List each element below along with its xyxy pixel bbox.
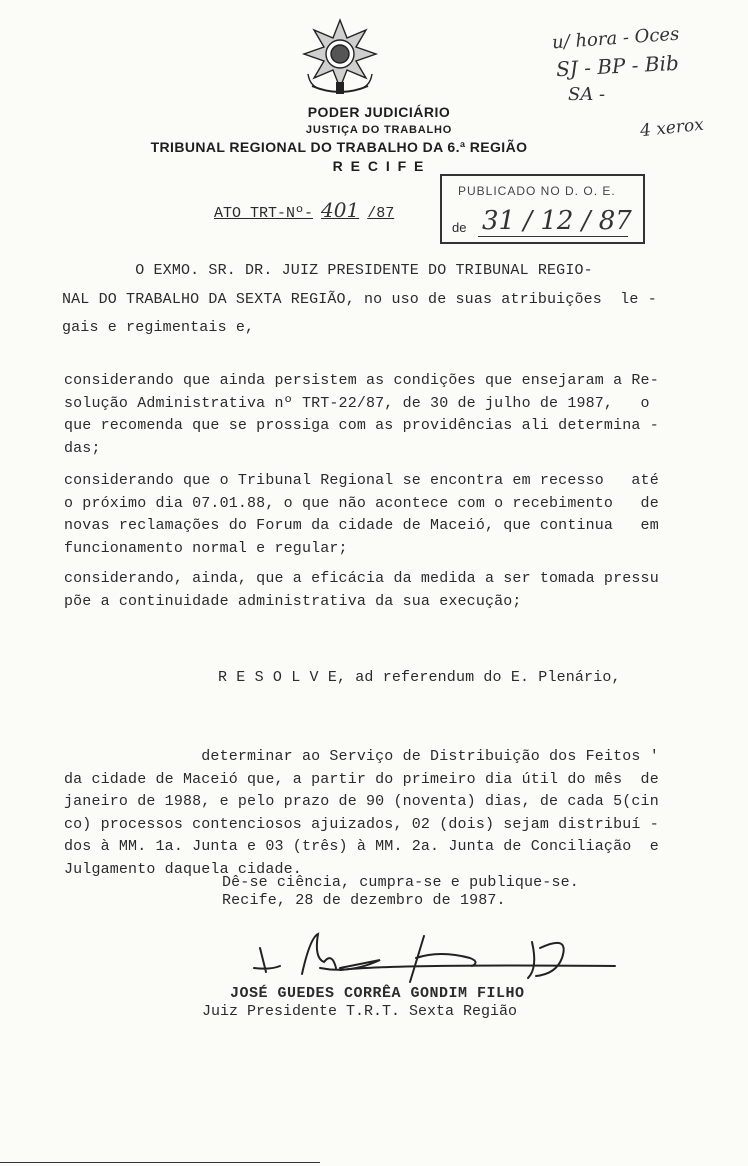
text-line: da cidade de Maceió que, a partir do primeiro dia útil do mês de [64, 770, 659, 788]
handwritten-annotation-2: SJ - BP - Bib [555, 50, 680, 82]
text-line: co) processos contenciosos ajuizados, 02 (dois) sejam distribuí - [64, 815, 659, 833]
considering-paragraph-1 [64, 370, 659, 460]
signer-title: Juiz Presidente T.R.T. Sexta Região [202, 1003, 518, 1020]
place-date-line: Recife, 28 de dezembro de 1987. [222, 892, 506, 909]
header-city: R E C I F E [332, 158, 426, 174]
text-line: Julgamento daquela cidade. [64, 860, 302, 878]
text-line: janeiro de 1988, e pelo prazo de 90 (noventa) dias, de cada 5(cin [64, 793, 659, 810]
coat-of-arms-emblem [300, 16, 380, 98]
text-line: o próximo dia 07.01.88, o que não acontece com o recebimento de [64, 494, 659, 512]
act-year: /87 [367, 205, 395, 222]
stamp-de: de [452, 220, 467, 235]
handwritten-signature [240, 928, 620, 986]
signer-name: JOSÉ GUEDES CORRÊA GONDIM FILHO [230, 985, 525, 1002]
act-number-line [214, 198, 394, 222]
text-line: considerando que ainda persistem as condições que ensejaram a Re- [64, 372, 659, 389]
considering-paragraph-3 [64, 568, 659, 613]
considering-paragraph-2 [64, 470, 659, 560]
stamp-underline [478, 236, 628, 237]
publication-stamp [440, 174, 645, 244]
text-line: dos à MM. 1a. Junta e 03 (três) à MM. 2a. Junta de Conciliação e [64, 838, 659, 855]
text-line: determinar ao Serviço de Distribuição dos Feitos ' [64, 748, 659, 765]
text-line: que recomenda que se prossiga com as providências ali determina - [64, 417, 659, 434]
text-line: novas reclamações do Forum da cidade de Maceió, que continua em [64, 517, 659, 534]
stamp-label: PUBLICADO NO D. O. E. [458, 184, 616, 198]
text-line: das; [64, 439, 101, 457]
handwritten-annotation-4: 4 xerox [639, 114, 705, 142]
act-prefix: ATO TRT-Nº- [214, 205, 314, 222]
header-authority: PODER JUDICIÁRIO [307, 104, 451, 120]
act-number: 401 [321, 198, 360, 222]
header-justice: JUSTIÇA DO TRABALHO [305, 124, 453, 136]
stamp-date: 31 / 12 / 87 [482, 206, 632, 236]
text-line: considerando que o Tribunal Regional se encontra em recesso até [64, 472, 659, 489]
text-line: põe a continuidade administrativa da sua execução; [64, 592, 522, 610]
intro-paragraph [62, 260, 657, 340]
handwritten-annotation-3: SA - [568, 84, 606, 105]
text-line: O EXMO. SR. DR. JUIZ PRESIDENTE DO TRIBUNAL REGIO- [62, 262, 593, 279]
handwritten-annotation-1: u/ hora - Oces [551, 23, 680, 54]
text-line: gais e regimentais e, [62, 319, 255, 336]
footer-rule [0, 1162, 320, 1163]
text-line: solução Administrativa nº TRT-22/87, de 30 de julho de 1987, o [64, 394, 650, 412]
text-line: considerando, ainda, que a eficácia da medida a ser tomada pressu [64, 570, 659, 587]
header-tribunal: TRIBUNAL REGIONAL DO TRABALHO DA 6.ª REGIÃO [150, 139, 528, 155]
text-line: funcionamento normal e regular; [64, 539, 348, 557]
closing-line: Dê-se ciência, cumpra-se e publique-se. [222, 874, 579, 891]
determination-paragraph [64, 746, 659, 881]
resolve-line: R E S O L V E, ad referendum do E. Plenário, [218, 669, 621, 686]
text-line: NAL DO TRABALHO DA SEXTA REGIÃO, no uso de suas atribuições le - [62, 290, 657, 308]
